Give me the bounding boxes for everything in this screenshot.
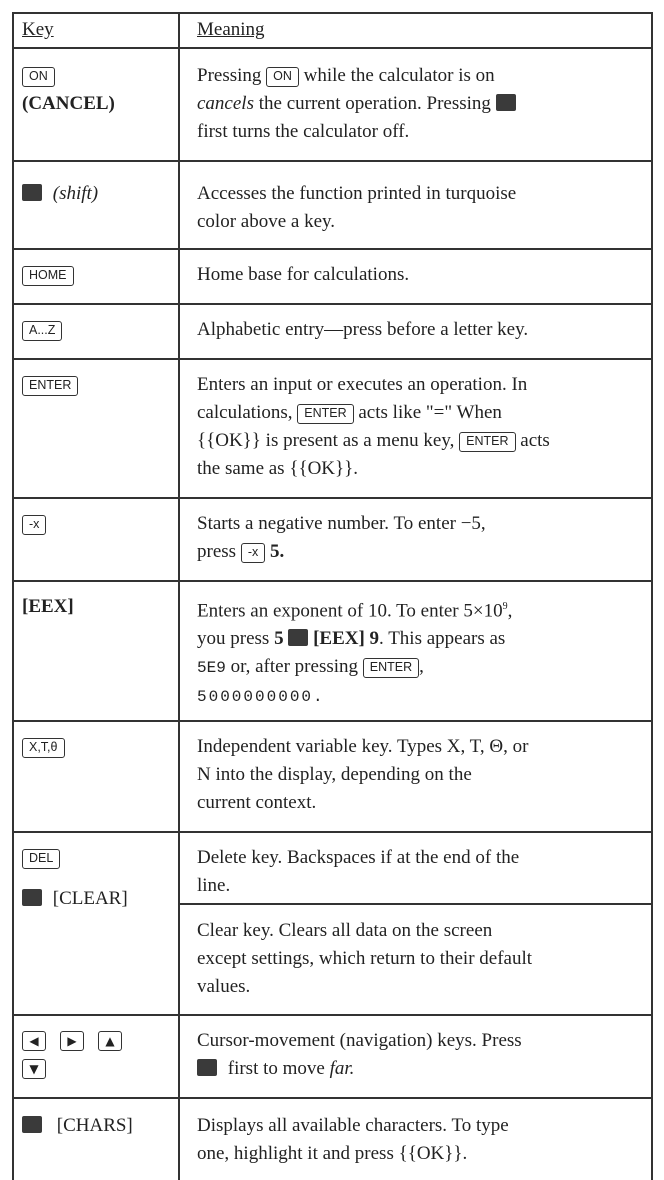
text: Accesses the function printed in turquoise	[197, 183, 517, 204]
text: {{OK}} is present as a menu key,	[197, 430, 455, 451]
row-xt-key	[22, 733, 65, 761]
row-divider	[12, 580, 652, 582]
row-del-key	[22, 844, 60, 872]
display-text: 5000000000.	[197, 688, 325, 707]
row-az-key	[22, 316, 62, 344]
row-clear-meaning	[197, 917, 647, 1001]
text: acts	[520, 430, 550, 451]
del-key: DEL	[22, 849, 60, 869]
shift-key-icon	[288, 629, 308, 646]
row-shift-key	[22, 180, 98, 208]
text: or, after pressing	[230, 656, 359, 678]
shift-key-icon	[496, 94, 516, 111]
text: Alphabetic entry—press before a letter key.	[197, 319, 529, 340]
shift-label: (shift)	[52, 183, 99, 204]
text: Starts a negative number. To enter −5,	[197, 513, 486, 534]
text: except settings, which return to their default	[197, 948, 533, 969]
text: the same as {{OK}}.	[197, 458, 358, 479]
row-divider	[178, 903, 652, 905]
text: [EEX] 9	[313, 628, 380, 650]
row-az-meaning	[197, 316, 528, 344]
text: acts like "=" When	[358, 402, 502, 423]
text: first to move	[227, 1058, 325, 1079]
row-on-meaning	[197, 62, 647, 146]
row-chars-meaning	[197, 1112, 647, 1168]
row-eex-meaning	[197, 593, 647, 711]
row-cursor-meaning	[197, 1027, 647, 1083]
row-divider	[12, 248, 652, 250]
text: color above a key.	[197, 211, 336, 232]
row-divider	[12, 1014, 652, 1016]
row-enter-key	[22, 371, 78, 399]
text: the current operation. Pressing	[258, 93, 491, 114]
right-arrow-icon: ▶	[60, 1031, 84, 1051]
text: Independent variable key. Types X, T, Θ, or	[197, 736, 529, 757]
row-home-key	[22, 261, 74, 289]
text: Cursor-movement (navigation) keys. Press	[197, 1030, 522, 1051]
text: 5	[274, 628, 284, 650]
row-chars-key	[22, 1112, 133, 1140]
down-arrow-icon: ▼	[22, 1059, 46, 1079]
text: first turns the calculator off.	[197, 121, 410, 142]
home-key: HOME	[22, 266, 74, 286]
row-divider	[12, 358, 652, 360]
cancel-label: (CANCEL)	[22, 93, 115, 114]
row-divider	[12, 720, 652, 722]
row-divider	[12, 160, 652, 162]
text: values.	[197, 976, 251, 997]
header-key: Key	[22, 19, 54, 40]
table-right-border	[651, 12, 653, 1180]
text: ,	[419, 656, 424, 678]
text: ,	[507, 600, 513, 622]
row-divider	[12, 831, 652, 833]
exponent: 9	[502, 601, 508, 612]
shift-key-icon	[22, 889, 42, 906]
text: Enters an input or executes an operation. In	[197, 374, 528, 395]
row-eex-key	[22, 593, 74, 621]
text: 5.	[269, 541, 285, 562]
row-divider	[12, 1097, 652, 1099]
shift-key-icon	[22, 184, 42, 201]
text: N into the display, depending on the	[197, 764, 472, 785]
text: you press	[197, 628, 270, 650]
text: Delete key. Backspaces if at the end of the	[197, 847, 520, 868]
header-bottom-border	[12, 47, 652, 49]
up-arrow-icon: ▲	[98, 1031, 122, 1051]
enter-key-inline: ENTER	[459, 432, 515, 452]
row-on-key	[22, 62, 115, 118]
row-shift-meaning	[197, 180, 647, 236]
negate-key: -x	[22, 515, 46, 535]
negate-key-inline: -x	[241, 543, 265, 563]
chars-label: [CHARS]	[56, 1115, 133, 1136]
shift-key-icon	[197, 1059, 217, 1076]
table-left-border	[12, 12, 14, 1180]
row-divider	[12, 497, 652, 499]
xt-theta-key: X,T,θ	[22, 738, 65, 758]
on-key-inline: ON	[266, 67, 299, 87]
text: while the calculator is on	[303, 65, 495, 86]
left-arrow-icon: ◀	[22, 1031, 46, 1051]
text: cancels	[197, 93, 254, 114]
text: one, highlight it and press {{OK}}.	[197, 1143, 468, 1164]
text: Clear key. Clears all data on the screen	[197, 920, 493, 941]
enter-key-inline: ENTER	[363, 658, 419, 678]
row-del-meaning	[197, 844, 647, 900]
text: far.	[329, 1058, 355, 1079]
text: calculations,	[197, 402, 293, 423]
row-xt-meaning	[197, 733, 647, 817]
table-top-border	[12, 12, 652, 14]
text: Displays all available characters. To type	[197, 1115, 509, 1136]
row-enter-meaning	[197, 371, 647, 483]
text: Enters an exponent of 10. To enter 5×10	[197, 600, 503, 622]
row-home-meaning	[197, 261, 409, 289]
clear-label: [CLEAR]	[52, 888, 128, 909]
text: current context.	[197, 792, 317, 813]
row-neg-key	[22, 510, 46, 538]
on-key: ON	[22, 67, 55, 87]
enter-key: ENTER	[22, 376, 78, 396]
display-text: 5E9	[197, 659, 226, 678]
column-divider	[178, 12, 180, 1180]
row-neg-meaning	[197, 510, 647, 566]
text: Pressing	[197, 65, 262, 86]
shift-key-icon	[22, 1116, 42, 1133]
text: line.	[197, 875, 231, 896]
row-clear-key	[22, 885, 128, 913]
text: press	[197, 541, 237, 562]
enter-key-inline: ENTER	[297, 404, 353, 424]
row-divider	[12, 303, 652, 305]
row-cursor-key	[22, 1027, 136, 1083]
header-meaning: Meaning	[197, 19, 265, 40]
text: Home base for calculations.	[197, 264, 410, 285]
alpha-key: A...Z	[22, 321, 62, 341]
eex-label: [EEX]	[22, 596, 74, 617]
text: . This appears as	[379, 628, 506, 650]
